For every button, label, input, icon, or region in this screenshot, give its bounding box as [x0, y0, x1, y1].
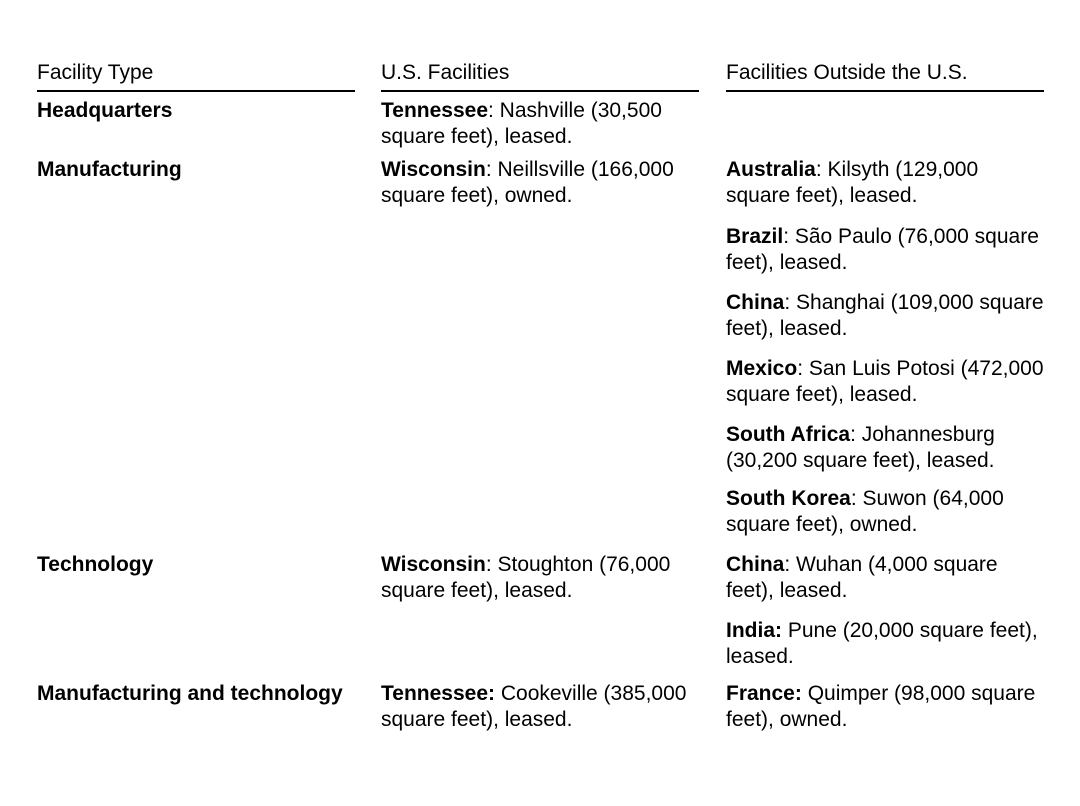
facility-place: Tennessee — [381, 99, 488, 122]
facility-place: South Africa — [726, 423, 851, 446]
facility-detail: Pune (20,000 square feet), leased. — [726, 619, 1038, 668]
facility-detail: Wuhan (4,000 square feet), leased. — [726, 553, 998, 602]
row-type-manufacturing-and-technology: Manufacturing and technology — [37, 682, 343, 705]
row-type-manufacturing: Manufacturing — [37, 158, 182, 181]
facility-place: Brazil — [726, 225, 784, 248]
us-facility-entry: Wisconsin: Neillsville (166,000 square feet), owned. — [381, 158, 674, 207]
facility-detail: Kilsyth (129,000 square feet), leased. — [726, 158, 979, 207]
header-facility-type: Facility Type — [37, 60, 355, 92]
us-facility-entry: Wisconsin: Stoughton (76,000 square feet), leased. — [381, 553, 671, 602]
outside-facility-entry: China: Shanghai (109,000 square feet), leased. — [726, 291, 1044, 340]
facility-place: China — [726, 291, 785, 314]
outside-facility-entry — [726, 618, 1044, 670]
facility-place: Wisconsin — [381, 158, 486, 181]
facility-place: South Korea — [726, 487, 851, 510]
us-facility-entry — [381, 681, 711, 733]
outside-facility-entry: South Korea: Suwon (64,000 square feet), owned. — [726, 487, 1004, 536]
facility-place: Wisconsin — [381, 553, 486, 576]
facility-place: Mexico — [726, 357, 798, 380]
facility-detail: Suwon (64,000 square feet), owned. — [726, 487, 1004, 536]
outside-facility-entry: Australia: Kilsyth (129,000 square feet), leased. — [726, 158, 979, 207]
outside-facility-entry: Brazil: São Paulo (76,000 square feet), leased. — [726, 225, 1039, 274]
us-facility-entry: Tennessee: Nashville (30,500 square feet), leased. — [381, 99, 662, 148]
outside-facility-entry: Mexico: San Luis Potosi (472,000 square feet), leased. — [726, 357, 1044, 406]
facility-place: India: — [726, 619, 782, 642]
facility-detail: Neillsville (166,000 square feet), owned. — [381, 158, 674, 207]
row-type-headquarters: Headquarters — [37, 99, 173, 122]
facility-detail: Shanghai (109,000 square feet), leased. — [726, 291, 1044, 340]
header-us-facilities: U.S. Facilities — [381, 60, 699, 92]
facility-detail: Cookeville (385,000 square feet), leased. — [381, 682, 687, 731]
outside-facility-entry: South Africa: Johannesburg (30,200 square feet), leased. — [726, 423, 995, 472]
facility-detail: Stoughton (76,000 square feet), leased. — [381, 553, 671, 602]
facility-place: France: — [726, 682, 802, 705]
facility-detail: Quimper (98,000 square feet), owned. — [726, 682, 1036, 731]
facility-detail: Nashville (30,500 square feet), leased. — [381, 99, 662, 148]
outside-facility-entry: China: Wuhan (4,000 square feet), leased. — [726, 553, 998, 602]
facility-place: Tennessee: — [381, 682, 495, 705]
facility-place: China — [726, 553, 785, 576]
facility-detail: San Luis Potosi (472,000 square feet), leased. — [726, 357, 1044, 406]
facility-detail: São Paulo (76,000 square feet), leased. — [726, 225, 1039, 274]
outside-facility-entry — [726, 681, 1044, 733]
header-outside-facilities: Facilities Outside the U.S. — [726, 60, 1044, 92]
facility-place: Australia — [726, 158, 816, 181]
row-type-technology: Technology — [37, 553, 154, 576]
facility-detail: Johannesburg (30,200 square feet), leased. — [726, 423, 995, 472]
